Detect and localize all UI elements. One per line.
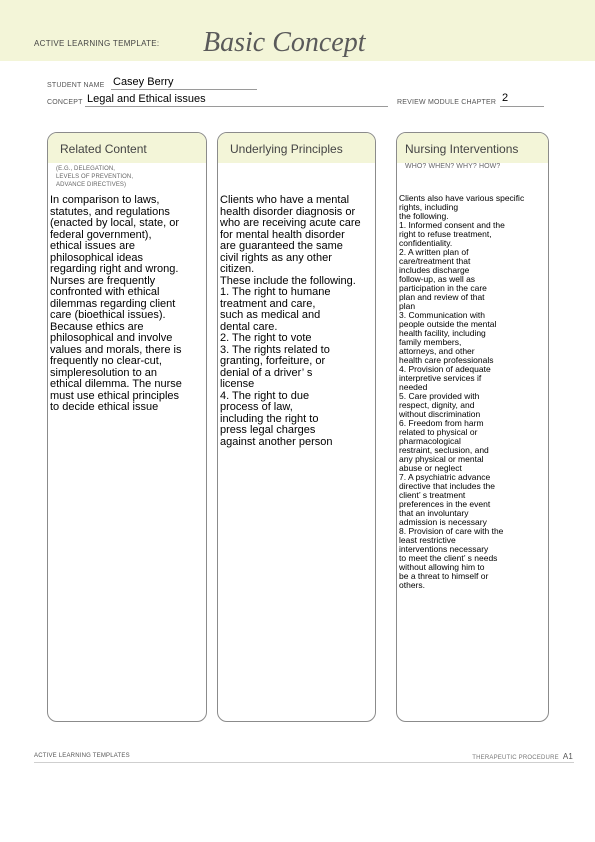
student-name-value[interactable]: Casey Berry — [113, 76, 174, 88]
related-content-title: Related Content — [60, 142, 147, 156]
review-chapter-value[interactable]: 2 — [502, 92, 509, 104]
underlying-principles-title: Underlying Principles — [230, 142, 343, 156]
footer-left-label: ACTIVE LEARNING TEMPLATES — [34, 753, 130, 759]
concept-underline — [85, 106, 388, 107]
student-name-underline — [111, 89, 257, 90]
related-content-body[interactable]: In comparison to laws, statutes, and regulations (enacted by local, state, or federal government), ethical issues are philosophical ideas regarding right and wrong. Nurses are frequently confronted with ethical dilemmas regarding client care (bioethical issues). Because ethics are philosophical and involve values and morals, there is frequently no clear-cut, simpleresolution to an ethical dilemma. The nurse must use ethical principles to decide ethical issue — [50, 194, 182, 413]
concept-label: CONCEPT — [47, 99, 83, 106]
nursing-interventions-body[interactable]: Clients also have various specific rights, including the following. 1. Informed consent and the right to refuse treatment, confidentiality. 2. A written plan of care/treatment that includes discharge follow-up, as well as participation in the care plan and review of that plan 3. Communication with people outside the mental health facility, including family members, attorneys, and other health care professionals 4. Provision of adequate interpretive services if needed 5. Care provided with respect, dignity, and without discrimination 6. Freedom from harm related to physical or pharmacological restraint, seclusion, and any physical or mental abuse or neglect 7. A psychiatric advance directive that includes the client’ s treatment preferences in the event that an involuntary admission is necessary 8. Provision of care with the least restrictive interventions necessary to meet the client’ s needs without allowing him to be a threat to himself or others. — [399, 193, 525, 590]
nursing-interventions-title: Nursing Interventions — [405, 142, 519, 156]
related-content-subtitle: (E.G., DELEGATION, LEVELS OF PREVENTION, ADVANCE DIRECTIVES) — [56, 166, 134, 188]
footer-right — [472, 752, 573, 761]
footer-rule — [34, 762, 574, 763]
footer-right-label: THERAPEUTIC PROCEDURE — [472, 755, 559, 761]
underlying-principles-box — [217, 132, 376, 722]
student-name-label: STUDENT NAME — [47, 82, 105, 89]
nursing-interventions-box — [396, 132, 549, 722]
related-content-box — [47, 132, 207, 722]
concept-value[interactable]: Legal and Ethical issues — [87, 93, 206, 105]
page-number: A1 — [562, 752, 573, 761]
underlying-principles-body[interactable]: Clients who have a mental health disorder diagnosis or who are receiving acute care for mental health disorder are guaranteed the same civil rights as any other citizen. These include the following. 1. The right to humane treatment and care, such as medical and dental care. 2. The right to vote 3. The rights related to granting, forfeiture, or denial of a driver’ s license 4. The right to due process of law, including the right to press legal charges against another person — [220, 194, 361, 448]
template-label: ACTIVE LEARNING TEMPLATE: — [34, 39, 160, 48]
review-chapter-label: REVIEW MODULE CHAPTER — [397, 99, 497, 106]
review-chapter-underline — [500, 106, 544, 107]
nursing-interventions-subtitle: WHO? WHEN? WHY? HOW? — [405, 163, 501, 170]
template-title: Basic Concept — [203, 27, 366, 58]
